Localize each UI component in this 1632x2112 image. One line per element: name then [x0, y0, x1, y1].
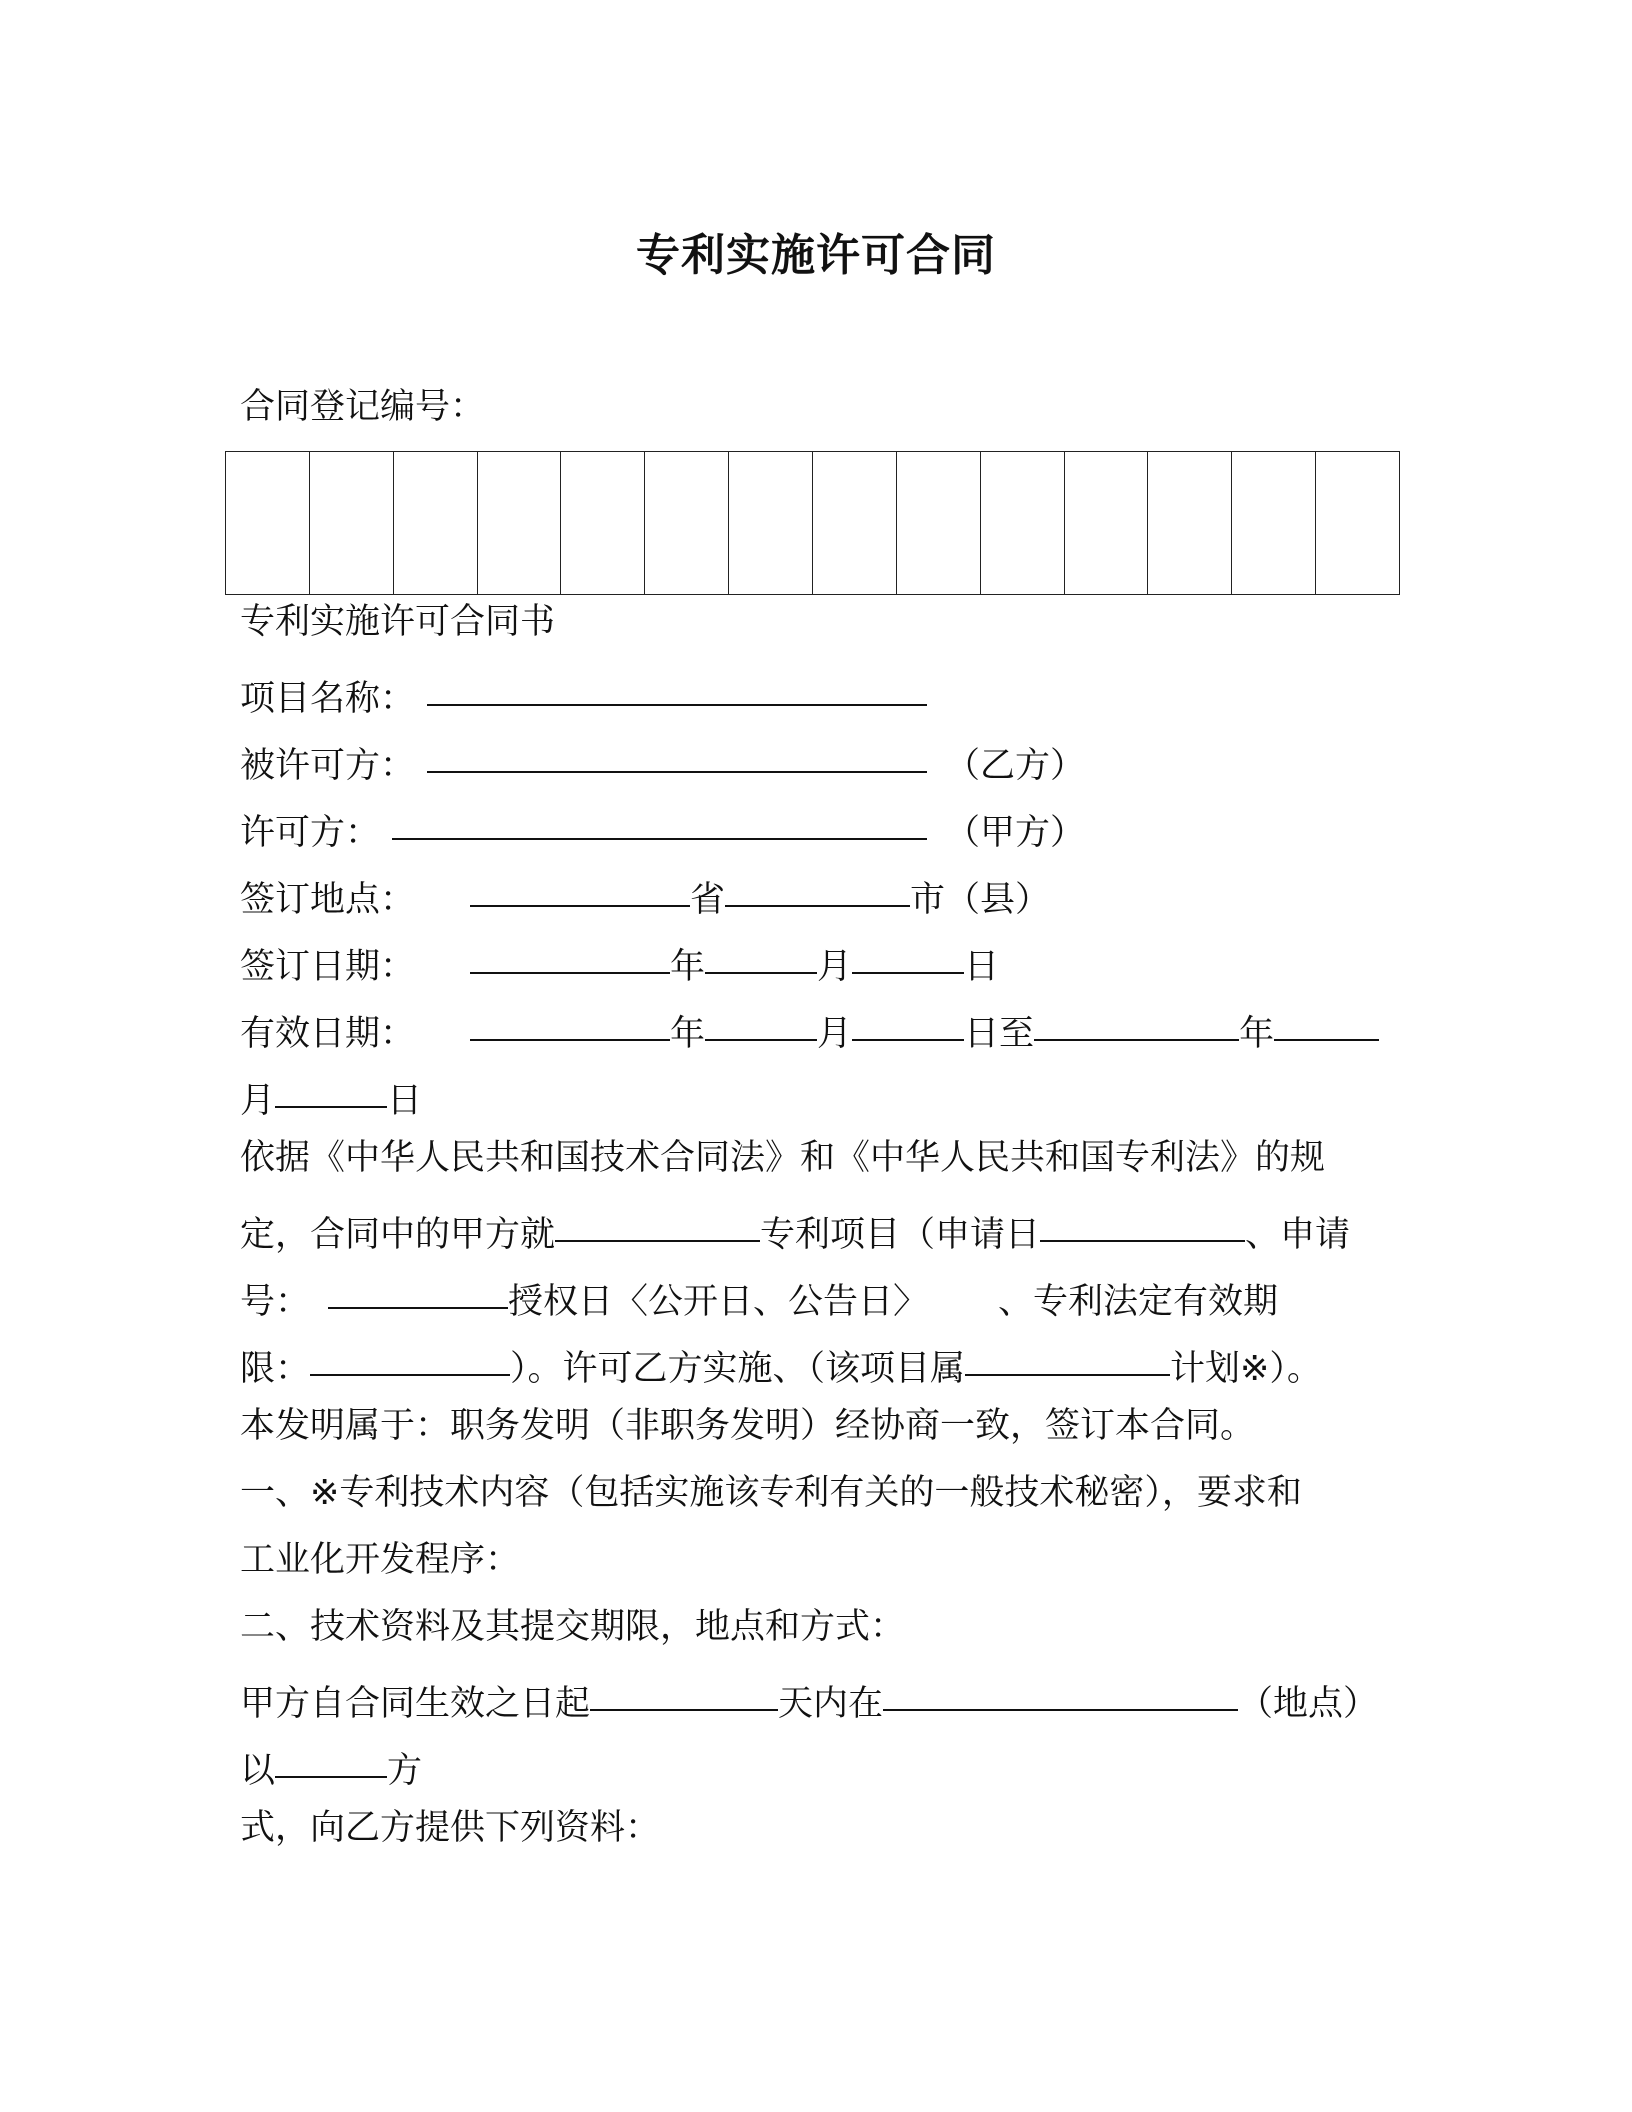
valid-from-month-blank[interactable]	[705, 999, 817, 1041]
project-name-blank[interactable]	[427, 664, 927, 706]
signing-day-blank[interactable]	[852, 932, 964, 974]
valid-to-month-blank-a[interactable]	[1274, 999, 1379, 1041]
signing-place-row	[240, 865, 1051, 920]
body-text: 专利项目（申请日	[760, 1215, 1041, 1255]
body-text: 、申请	[1245, 1215, 1351, 1255]
project-name-label: 项目名称：	[240, 679, 416, 719]
body-paragraph-1-line-1: 依据《中华人民共和国技术合同法》和《中华人民共和国专利法》的规	[240, 1138, 1326, 1178]
year-label: 年	[670, 1014, 706, 1054]
body-text: 号：	[240, 1282, 311, 1322]
licensor-label: 许可方：	[240, 813, 381, 853]
body-text: 以	[240, 1751, 276, 1791]
body-paragraph-2: 本发明属于：职务发明（非职务发明）经协商一致，签订本合同。	[240, 1406, 1256, 1446]
body-text: 限：	[240, 1349, 311, 1389]
body-text: 天内在	[778, 1684, 884, 1724]
valid-date-row-cont	[240, 1066, 423, 1121]
registration-number-cell[interactable]	[226, 452, 310, 594]
month-label: 月	[817, 947, 853, 987]
project-name-row	[240, 664, 927, 719]
body-text: 、专利法定有效期	[998, 1282, 1279, 1322]
registration-number-boxes[interactable]	[225, 451, 1400, 595]
registration-number-cell[interactable]	[1148, 452, 1232, 594]
application-date-blank[interactable]	[1040, 1200, 1245, 1242]
body-text: 授权日〈公开日、公告日〉	[508, 1282, 929, 1322]
section-1-heading-line-1: 一、※专利技术内容（包括实施该专利有关的一般技术秘密），要求和	[240, 1473, 1302, 1513]
document-title: 专利实施许可合同	[636, 230, 996, 281]
body-text: 计划※）。	[1170, 1349, 1322, 1389]
section-2-heading: 二、技术资料及其提交期限，地点和方式：	[240, 1607, 906, 1647]
section-2-line-3: 式，向乙方提供下列资料：	[240, 1808, 661, 1848]
body-paragraph-1-line-3	[240, 1267, 1279, 1322]
document-subtitle: 专利实施许可合同书	[240, 602, 556, 642]
body-text: 定，合同中的甲方就	[240, 1215, 556, 1255]
licensor-suffix: （甲方）	[945, 813, 1086, 853]
province-label: 省	[690, 880, 726, 920]
signing-date-row	[240, 932, 1000, 987]
body-text: 甲方自合同生效之日起	[240, 1684, 591, 1724]
validity-period-blank[interactable]	[310, 1334, 510, 1376]
plan-name-blank[interactable]	[965, 1334, 1170, 1376]
body-paragraph-1-line-2	[240, 1200, 1351, 1255]
body-text: ）。许可乙方实施、（该项目属	[510, 1349, 966, 1389]
day-label: 日	[964, 947, 1000, 987]
licensor-blank[interactable]	[392, 798, 927, 840]
licensee-row	[240, 731, 1086, 786]
licensee-suffix: （乙方）	[945, 746, 1086, 786]
valid-to-day-blank[interactable]	[275, 1066, 387, 1108]
body-text: （地点）	[1238, 1684, 1379, 1724]
registration-number-cell[interactable]	[310, 452, 394, 594]
month-label: 月	[817, 1014, 853, 1054]
signing-year-blank[interactable]	[470, 932, 670, 974]
registration-number-cell[interactable]	[1065, 452, 1149, 594]
application-number-blank[interactable]	[328, 1267, 508, 1309]
day-to-label: 日至	[964, 1014, 1035, 1054]
year-label: 年	[1239, 1014, 1275, 1054]
registration-number-cell[interactable]	[645, 452, 729, 594]
registration-number-cell[interactable]	[478, 452, 562, 594]
valid-from-year-blank[interactable]	[470, 999, 670, 1041]
year-label: 年	[670, 947, 706, 987]
method-blank[interactable]	[275, 1736, 387, 1778]
signing-month-blank[interactable]	[705, 932, 817, 974]
registration-number-cell[interactable]	[897, 452, 981, 594]
signing-place-label: 签订地点：	[240, 880, 416, 920]
province-blank[interactable]	[470, 865, 690, 907]
month-label: 月	[240, 1081, 276, 1121]
registration-number-cell[interactable]	[981, 452, 1065, 594]
registration-number-cell[interactable]	[1232, 452, 1316, 594]
registration-number-cell[interactable]	[729, 452, 813, 594]
section-1-heading-line-2: 工业化开发程序：	[240, 1540, 521, 1580]
location-blank[interactable]	[883, 1669, 1238, 1711]
valid-date-row	[240, 999, 1379, 1054]
registration-number-cell[interactable]	[394, 452, 478, 594]
body-text: 方	[387, 1751, 423, 1791]
valid-date-label: 有效日期：	[240, 1014, 416, 1054]
patent-project-blank[interactable]	[555, 1200, 760, 1242]
section-2-line-1	[240, 1669, 1379, 1724]
licensee-blank[interactable]	[427, 731, 927, 773]
signing-date-label: 签订日期：	[240, 947, 416, 987]
body-paragraph-1-line-4	[240, 1334, 1322, 1389]
day-label: 日	[387, 1081, 423, 1121]
days-blank[interactable]	[590, 1669, 778, 1711]
valid-from-day-blank[interactable]	[852, 999, 964, 1041]
registration-number-label: 合同登记编号：	[240, 387, 486, 427]
registration-number-cell[interactable]	[1316, 452, 1399, 594]
registration-number-cell[interactable]	[561, 452, 645, 594]
valid-to-year-blank[interactable]	[1034, 999, 1239, 1041]
registration-number-cell[interactable]	[813, 452, 897, 594]
city-label: 市（县）	[910, 880, 1051, 920]
licensor-row	[240, 798, 1086, 853]
licensee-label: 被许可方：	[240, 746, 416, 786]
section-2-line-2	[240, 1736, 423, 1791]
city-blank[interactable]	[725, 865, 910, 907]
